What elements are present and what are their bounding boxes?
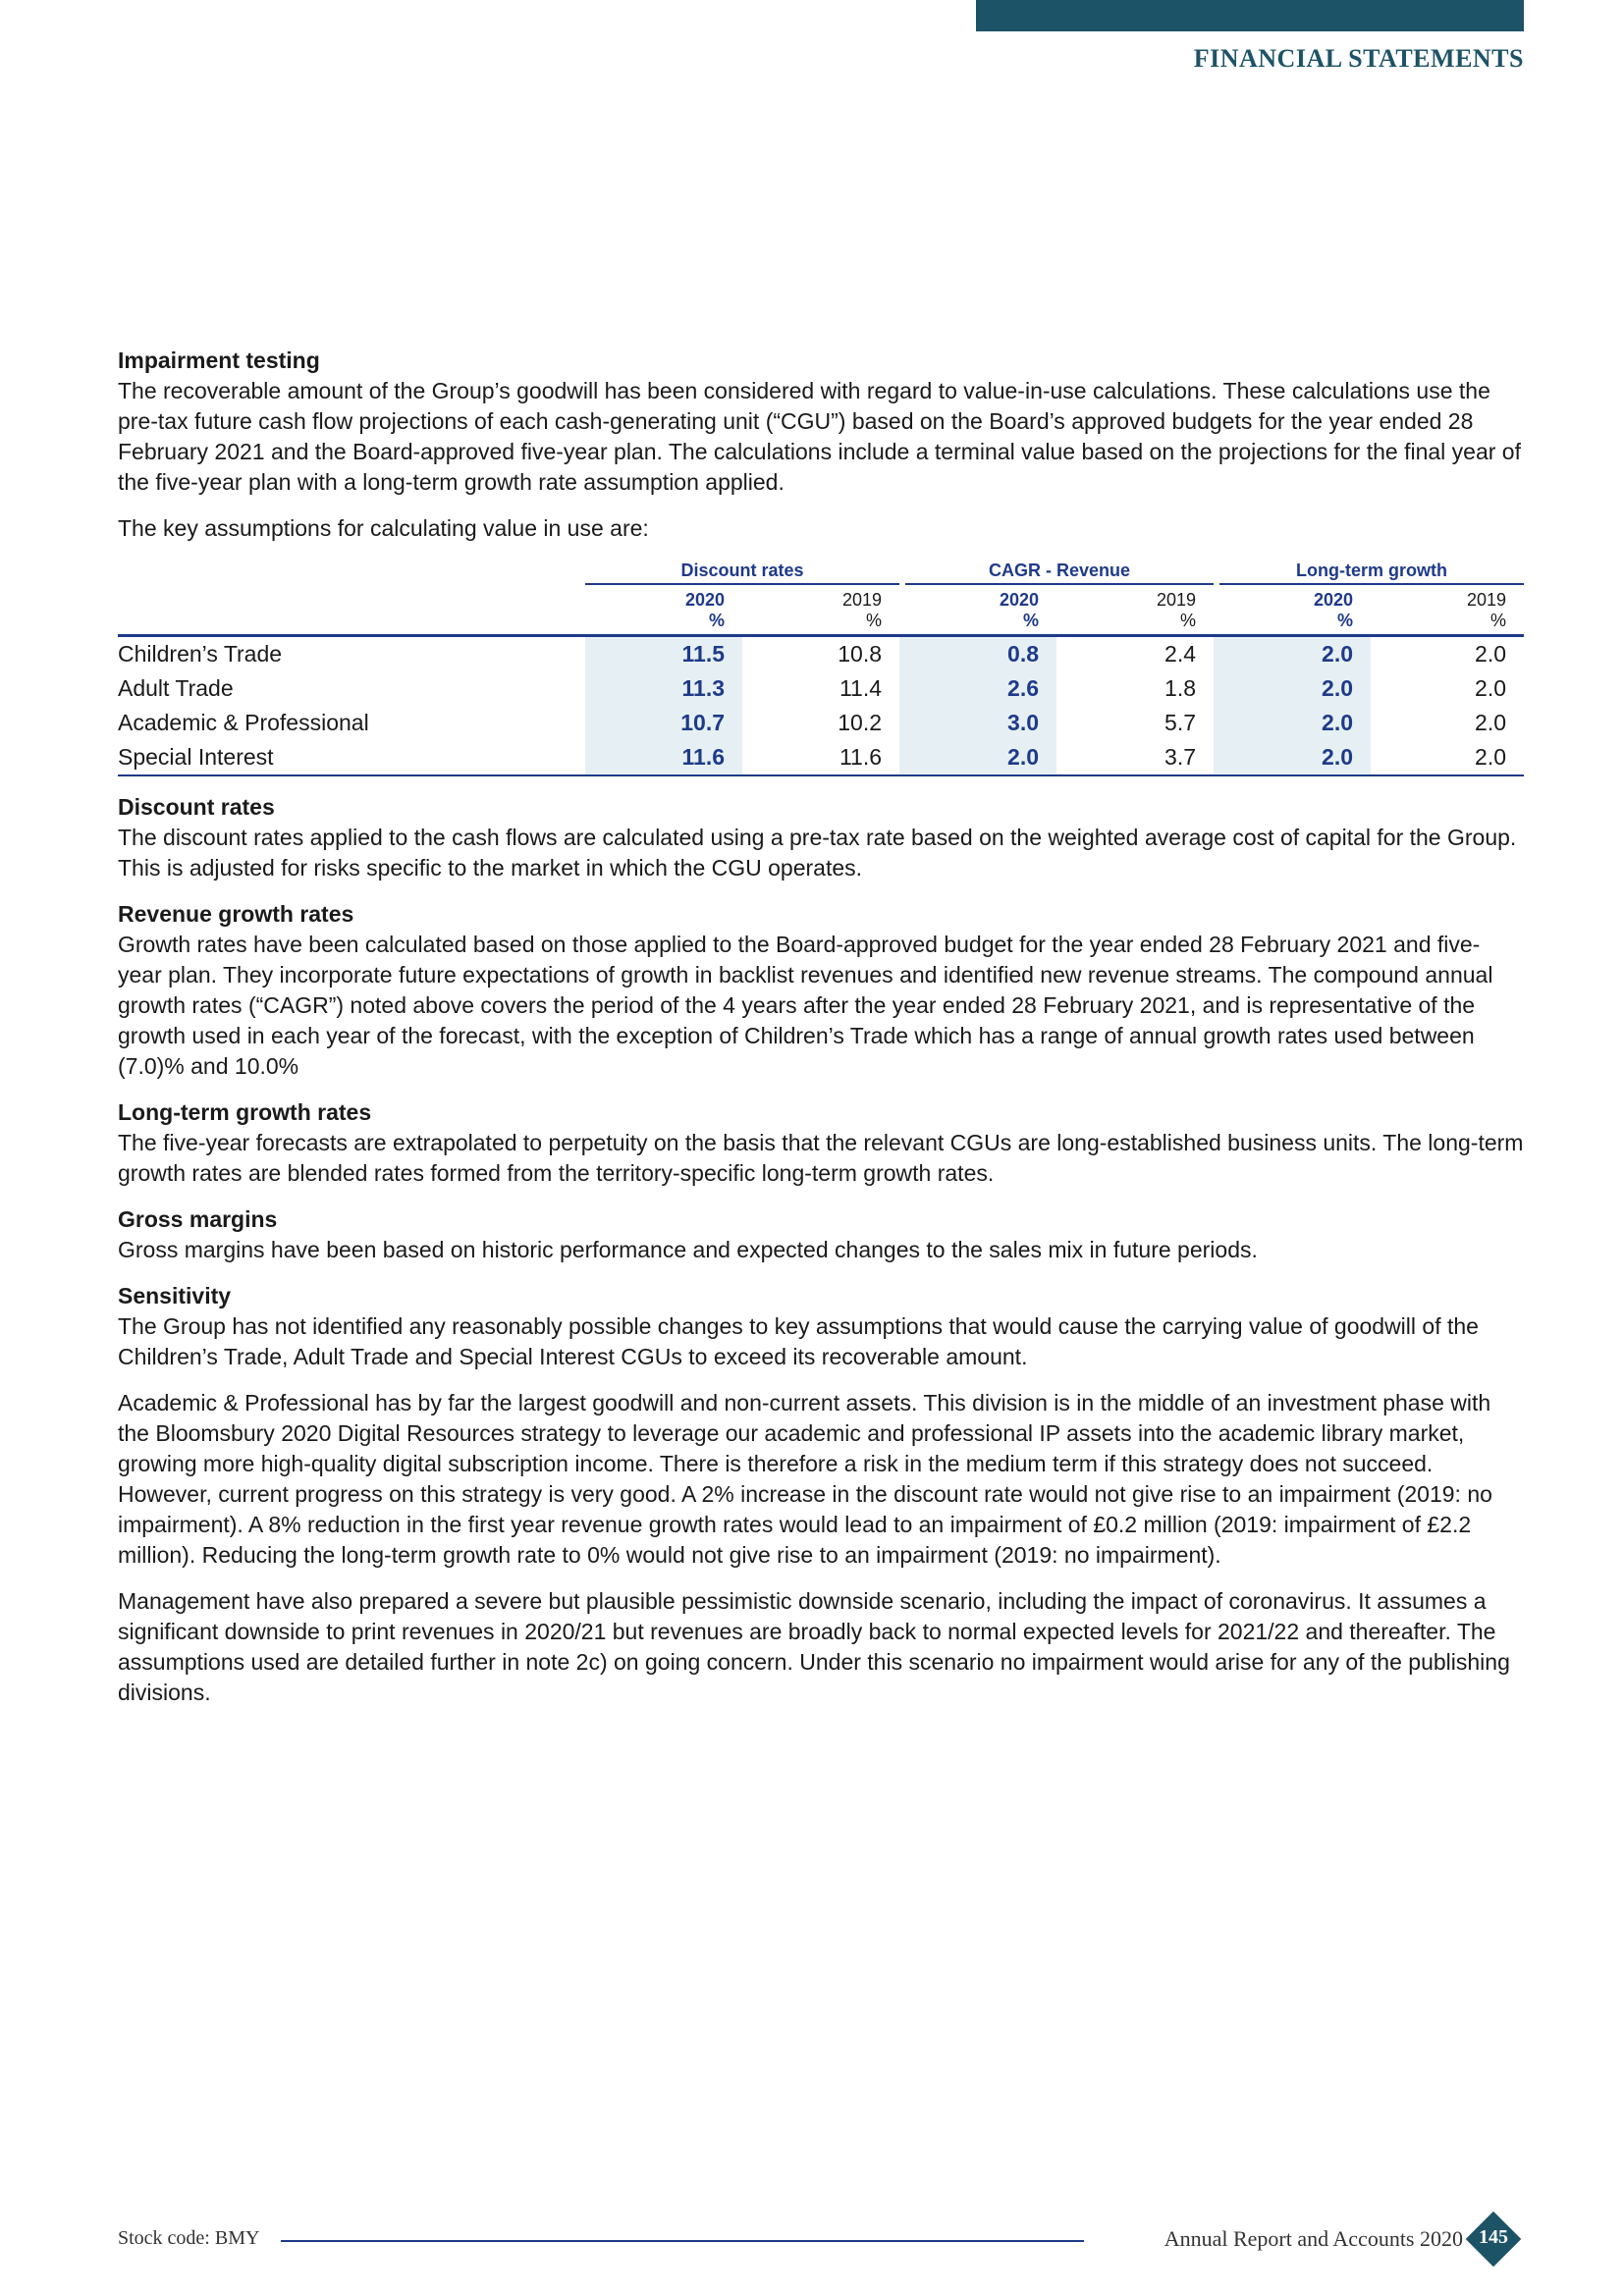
table-cell: 11.6 [742, 740, 899, 775]
table-cell: 10.7 [585, 706, 742, 740]
year-header: 2019 [1466, 590, 1507, 610]
year-header: 2019 [1156, 590, 1197, 610]
table-cell: 10.2 [838, 710, 883, 735]
table-cell: 2.0 [899, 740, 1056, 775]
page-number: 145 [1479, 2226, 1508, 2248]
table-cell: 11.6 [585, 740, 742, 775]
stock-code: Stock code: BMY [118, 2227, 260, 2249]
row-label: Special Interest [118, 740, 585, 775]
unit-header: % [1056, 611, 1214, 636]
impairment-heading: Impairment testing [118, 347, 320, 373]
table-cell: 5.7 [1164, 710, 1197, 735]
long-term-growth-body: The five-year forecasts are extrapolated to perpetuity on the basis that the relevant CGUs are long-established business units. The long-term growth rates are blended rates formed from the territory-specific long-term growth rates. [118, 1130, 1524, 1186]
unit-header: % [1371, 611, 1524, 636]
table-cell: 2.0 [1475, 675, 1507, 701]
table-cell: 2.0 [1214, 706, 1371, 740]
section-title: FINANCIAL STATEMENTS [1193, 44, 1524, 73]
table-cell: 2.0 [1475, 710, 1507, 735]
sensitivity-paragraph: Academic & Professional has by far the largest goodwill and non-current assets. This division is in the middle of an investment phase with the Bloomsbury 2020 Digital Resources strategy to leverage our academic and professional IP assets into the academic library market, growing more high-quality digital subscription income. There is therefore a risk in the medium term if this strategy does not succeed. However, current progress on this strategy is very good. A 2% increase in the discount rate would not give rise to an impairment (2019: no impairment). A 8% reduction in the first year revenue growth rates would lead to an impairment of £0.2 million (2019: impairment of £2.2 million). Reducing the long-term growth rate to 0% would not give rise to an impairment (2019: no impairment). [118, 1390, 1492, 1568]
table-cell: 3.7 [1056, 740, 1214, 775]
table-row [118, 740, 1524, 775]
table-cell: 2.6 [899, 671, 1056, 706]
table-cell: 10.8 [838, 641, 883, 667]
long-term-growth-heading: Long-term growth rates [118, 1099, 372, 1125]
page-number-badge [1467, 2213, 1520, 2266]
header-bar [976, 0, 1524, 31]
impairment-section [118, 346, 1524, 498]
long-term-growth-section [118, 1097, 1524, 1189]
table-cell: 11.3 [585, 671, 742, 706]
year-header: 2019 [841, 590, 883, 610]
discount-rates-section [118, 792, 1524, 883]
table-cell: 2.0 [1214, 671, 1371, 706]
table-cell: 11.4 [839, 675, 883, 701]
table-cell: 1.8 [1164, 675, 1197, 701]
table-cell: 3.0 [899, 706, 1056, 740]
table-cell: 2.0 [1214, 636, 1371, 672]
row-label: Adult Trade [118, 675, 234, 701]
table-cell: 2.0 [1214, 740, 1371, 775]
unit-header: % [1214, 611, 1371, 636]
table-row [118, 636, 1524, 672]
gross-margins-section [118, 1204, 1524, 1265]
table-row [118, 706, 1524, 740]
sensitivity-heading: Sensitivity [118, 1283, 232, 1308]
revenue-growth-section [118, 899, 1524, 1082]
table-cell: 0.8 [899, 636, 1056, 672]
table-cell: 2.0 [1475, 641, 1507, 667]
table-cell: 2.0 [1371, 740, 1524, 775]
impairment-body: The recoverable amount of the Group’s goodwill has been considered with regard to value-in-use calculations. These calculations use the pre-tax future cash flow projections of each cash-generating unit (“CGU”) based on the Board’s approved budgets for the year ended 28 February 2021 and the Board-approved five-year plan. The calculations include a terminal value based on the projections for the final year of the five-year plan with a long-term growth rate assumption applied. [118, 378, 1521, 495]
sensitivity-paragraph: Management have also prepared a severe but plausible pessimistic downside scenario, including the impact of coronavirus. It assumes a significant downside to print revenues in 2020/21 but revenues are broadly back to normal expected levels for 2021/22 and thereafter. The assumptions used are detailed further in note 2c) on going concern. Under this scenario no impairment would arise for any of the publishing divisions. [118, 1588, 1510, 1705]
table-cell: 11.5 [585, 636, 742, 672]
sensitivity-section [118, 1281, 1524, 1372]
unit-header: % [742, 611, 899, 636]
unit-header: % [585, 611, 742, 636]
group-header-cagr: CAGR - Revenue [899, 556, 1214, 585]
table-cell: 2.4 [1164, 641, 1197, 667]
gross-margins-body: Gross margins have been based on historic performance and expected changes to the sales mix in future periods. [118, 1237, 1258, 1262]
revenue-growth-body: Growth rates have been calculated based on those applied to the Board-approved budget for the year ended 28 February 2021 and five-year plan. They incorporate future expectations of growth in backlist revenues and identified new revenue streams. The compound annual growth rates (“CAGR”) noted above covers the period of the 4 years after the year ended 28 February 2021, and is representative of the growth used in each year of the forecast, with the exception of Children’s Trade which has a range of annual growth rates used between (7.0)% and 10.0% [118, 932, 1493, 1079]
group-header-discount: Discount rates [585, 556, 899, 585]
discount-rates-body: The discount rates applied to the cash flows are calculated using a pre-tax rate based on the weighted average cost of capital for the Group. This is adjusted for risks specific to the market in which the CGU operates. [118, 825, 1517, 881]
unit-header: % [899, 611, 1056, 636]
key-assumptions-table [118, 556, 1524, 776]
assumptions-intro: The key assumptions for calculating value in use are: [118, 515, 649, 541]
sensitivity-paragraph: The Group has not identified any reasonably possible changes to key assumptions that would cause the carrying value of goodwill of the Children’s Trade, Adult Trade and Special Interest CGUs to exceed its recoverable amount. [118, 1313, 1479, 1369]
year-header: 2020 [999, 590, 1040, 610]
revenue-growth-heading: Revenue growth rates [118, 901, 354, 927]
gross-margins-heading: Gross margins [118, 1206, 278, 1232]
discount-rates-heading: Discount rates [118, 794, 275, 820]
report-title: Annual Report and Accounts 2020 [1164, 2226, 1463, 2251]
row-label: Children’s Trade [118, 641, 283, 667]
year-header: 2020 [1313, 590, 1354, 610]
page-content [118, 346, 1524, 1724]
year-header: 2020 [684, 590, 725, 610]
group-header-longterm: Long-term growth [1214, 556, 1524, 585]
footer-divider [281, 2240, 1084, 2242]
table-row [118, 671, 1524, 706]
row-label: Academic & Professional [118, 710, 369, 735]
